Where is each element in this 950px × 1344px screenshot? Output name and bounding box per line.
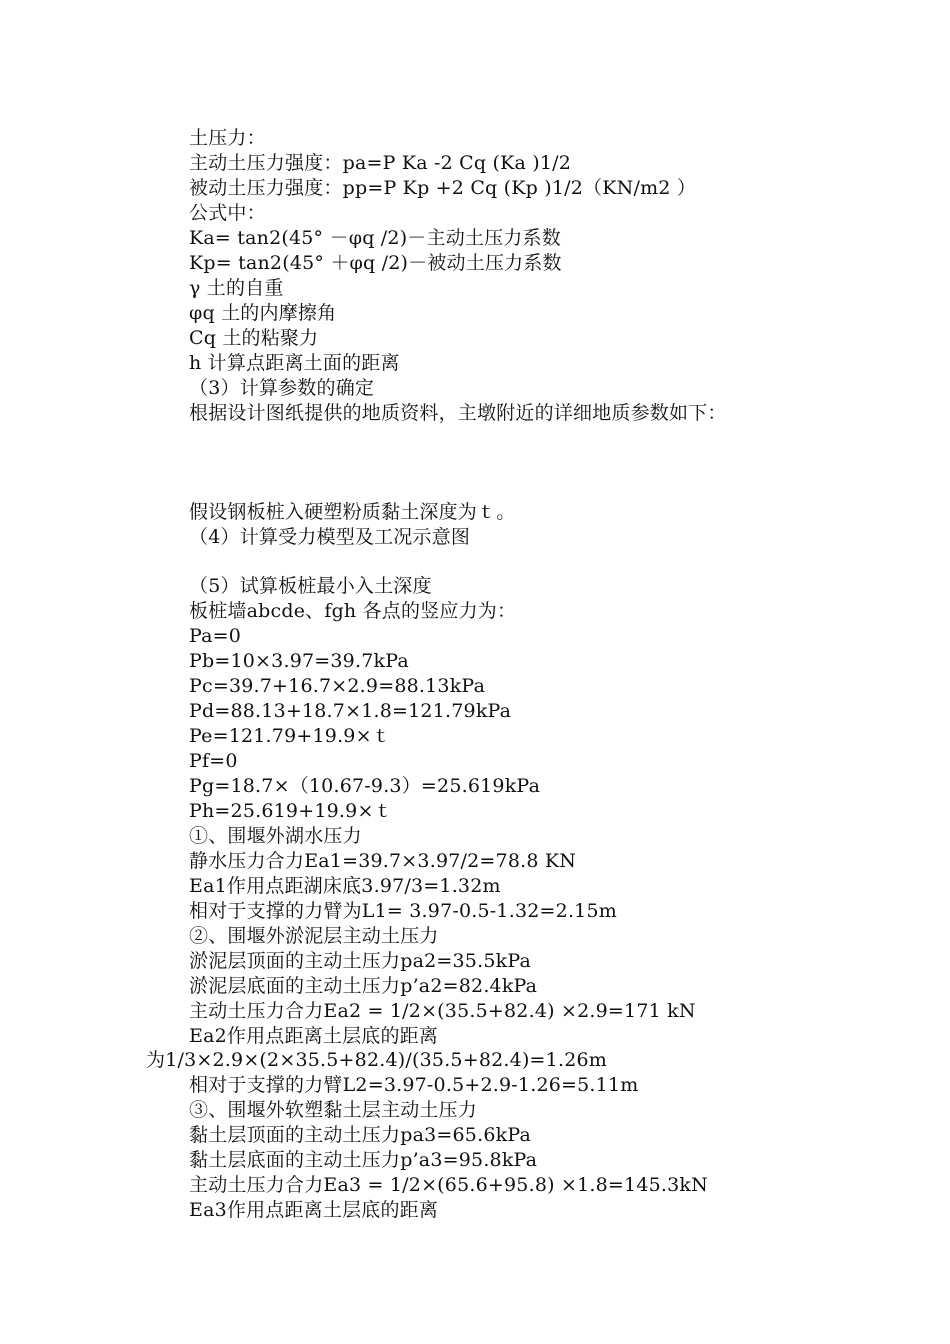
text-line: 黏土层底面的主动土压力p’a3=95.8kPa: [189, 1149, 538, 1171]
text-line: Kp= tan2(45° ＋φq /2)－被动土压力系数: [189, 252, 562, 274]
text-line: ③、围堰外软塑黏土层主动土压力: [189, 1099, 478, 1121]
text-line: 主动土压力合力Ea2 = 1/2×(35.5+82.4) ×2.9=171 kN: [189, 1000, 696, 1022]
text-line: 黏土层顶面的主动土压力pa3=65.6kPa: [189, 1124, 531, 1146]
text-line: 假设钢板桩入硬塑粉质黏土深度为ｔ。: [189, 501, 516, 523]
text-line: 公式中：: [189, 202, 266, 224]
text-line: Pg=18.7×（10.67-9.3）=25.619kPa: [189, 775, 541, 797]
text-line: （3）计算参数的确定: [189, 377, 375, 399]
text-line: Ea2作用点距离土层底的距离: [189, 1025, 439, 1047]
text-line: Cq 土的粘聚力: [189, 327, 319, 349]
text-line: Ea1作用点距湖床底3.97/3=1.32m: [189, 875, 501, 897]
text-line: Pd=88.13+18.7×1.8=121.79kPa: [189, 700, 512, 722]
text-line: Ka= tan2(45° －φq /2)－主动土压力系数: [189, 227, 561, 249]
text-line: （4）计算受力模型及工况示意图: [189, 526, 471, 548]
text-line: 静水压力合力Ea1=39.7×3.97/2=78.8 KN: [189, 850, 577, 872]
text-line: ②、围堰外淤泥层主动土压力: [189, 925, 439, 947]
text-line: ①、围堰外湖水压力: [189, 825, 362, 847]
text-line: Pe=121.79+19.9×ｔ: [189, 725, 391, 747]
text-line: 淤泥层顶面的主动土压力pa2=35.5kPa: [189, 950, 531, 972]
text-line: （5）试算板桩最小入土深度: [189, 575, 432, 597]
text-line: φq 土的内摩擦角: [189, 302, 337, 324]
text-line: Pb=10×3.97=39.7kPa: [189, 650, 409, 672]
text-line: 根据设计图纸提供的地质资料，主墩附近的详细地质参数如下：: [189, 402, 727, 424]
text-line: 被动土压力强度：pp=P Kp +2 Cq (Kp )1/2（KN/m2 ）: [189, 177, 697, 199]
text-line: 主动土压力合力Ea3 = 1/2×(65.6+95.8) ×1.8=145.3kN: [189, 1174, 708, 1196]
text-line: 淤泥层底面的主动土压力p’a2=82.4kPa: [189, 975, 538, 997]
text-line: Pf=0: [189, 750, 238, 772]
text-line: Ea3作用点距离土层底的距离: [189, 1199, 439, 1221]
text-line: 板桩墙abcde、fgh 各点的竖应力为：: [189, 600, 517, 622]
text-line: 土压力：: [189, 127, 266, 149]
text-line: 为1/3×2.9×(2×35.5+82.4)/(35.5+82.4)=1.26m: [146, 1049, 607, 1071]
text-line: 相对于支撑的力臂为L1= 3.97-0.5-1.32=2.15m: [189, 900, 617, 922]
text-line: Pc=39.7+16.7×2.9=88.13kPa: [189, 675, 486, 697]
text-line: Pa=0: [189, 625, 242, 647]
text-line: γ 土的自重: [189, 277, 284, 299]
text-line: 相对于支撑的力臂L2=3.97-0.5+2.9-1.26=5.11m: [189, 1074, 639, 1096]
text-line: Ph=25.619+19.9×ｔ: [189, 800, 393, 822]
text-line: 主动土压力强度：pa=P Ka -2 Cq (Ka )1/2: [189, 152, 572, 174]
text-line: h 计算点距离土面的距离: [189, 352, 400, 374]
